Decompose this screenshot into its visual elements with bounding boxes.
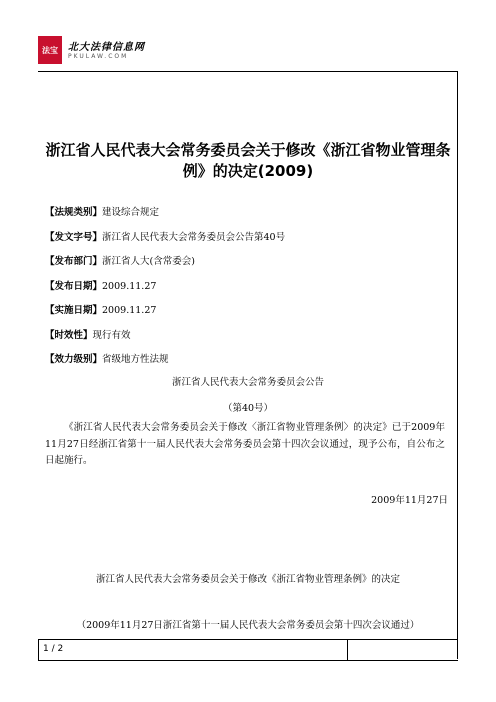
meta-key: 【发文字号】 [45,232,103,243]
document-title: 浙江省人民代表大会常务委员会关于修改《浙江省物业管理条例》的决定(2009) [45,141,451,180]
meta-value: 省级地方性法规 [102,354,169,365]
meta-level [45,351,445,365]
meta-category [45,204,445,218]
meta-key: 【发布部门】 [45,256,103,267]
meta-value: 浙江省人大(含常委会) [102,256,195,267]
announcement-date: 2009年11月27日 [371,495,448,506]
announcement-heading: 浙江省人民代表大会常务委员会公告 [171,377,324,388]
logo-seal: 法宝 [38,36,62,64]
page-footer [38,639,458,661]
right-margin-rule [457,71,458,659]
page-number: 1 / 2 [43,644,64,654]
meta-value: 浙江省人民代表大会常务委员会公告第40号 [102,232,286,243]
meta-publish-date [45,278,445,292]
meta-value: 2009.11.27 [102,281,157,292]
meta-key: 【实施日期】 [45,305,103,316]
header-divider [38,71,458,72]
logo-domain: PKULAW.COM [68,53,129,60]
decision-subheading: （2009年11月27日浙江省第十一届人民代表大会常务委员会第十四次会议通过） [76,620,420,631]
meta-value: 建设综合规定 [102,207,160,218]
meta-issuer [45,253,445,267]
decision-heading: 浙江省人民代表大会常务委员会关于修改《浙江省物业管理条例》的决定 [95,574,400,585]
meta-value: 2009.11.27 [102,305,157,316]
announcement-number: （第40号） [222,403,274,414]
meta-key: 【法规类别】 [45,207,103,218]
footer-divider [347,640,348,660]
meta-value: 现行有效 [92,330,131,341]
meta-validity [45,327,445,341]
meta-key: 【发布日期】 [45,281,103,292]
meta-doc-number [45,229,445,243]
logo-name: 北大法律信息网 [68,42,145,53]
meta-key: 【时效性】 [45,330,93,341]
announcement-body: 《浙江省人民代表大会常务委员会关于修改〈浙江省物业管理条例〉的决定》已于2009年11月27日经浙江省第十一届人民代表大会常务委员会第十四次会议通过，现予公布，自公布之日起施行。 [45,422,445,466]
meta-effective-date [45,302,445,316]
pkulaw-logo [38,36,158,66]
meta-key: 【效力级别】 [45,354,103,365]
